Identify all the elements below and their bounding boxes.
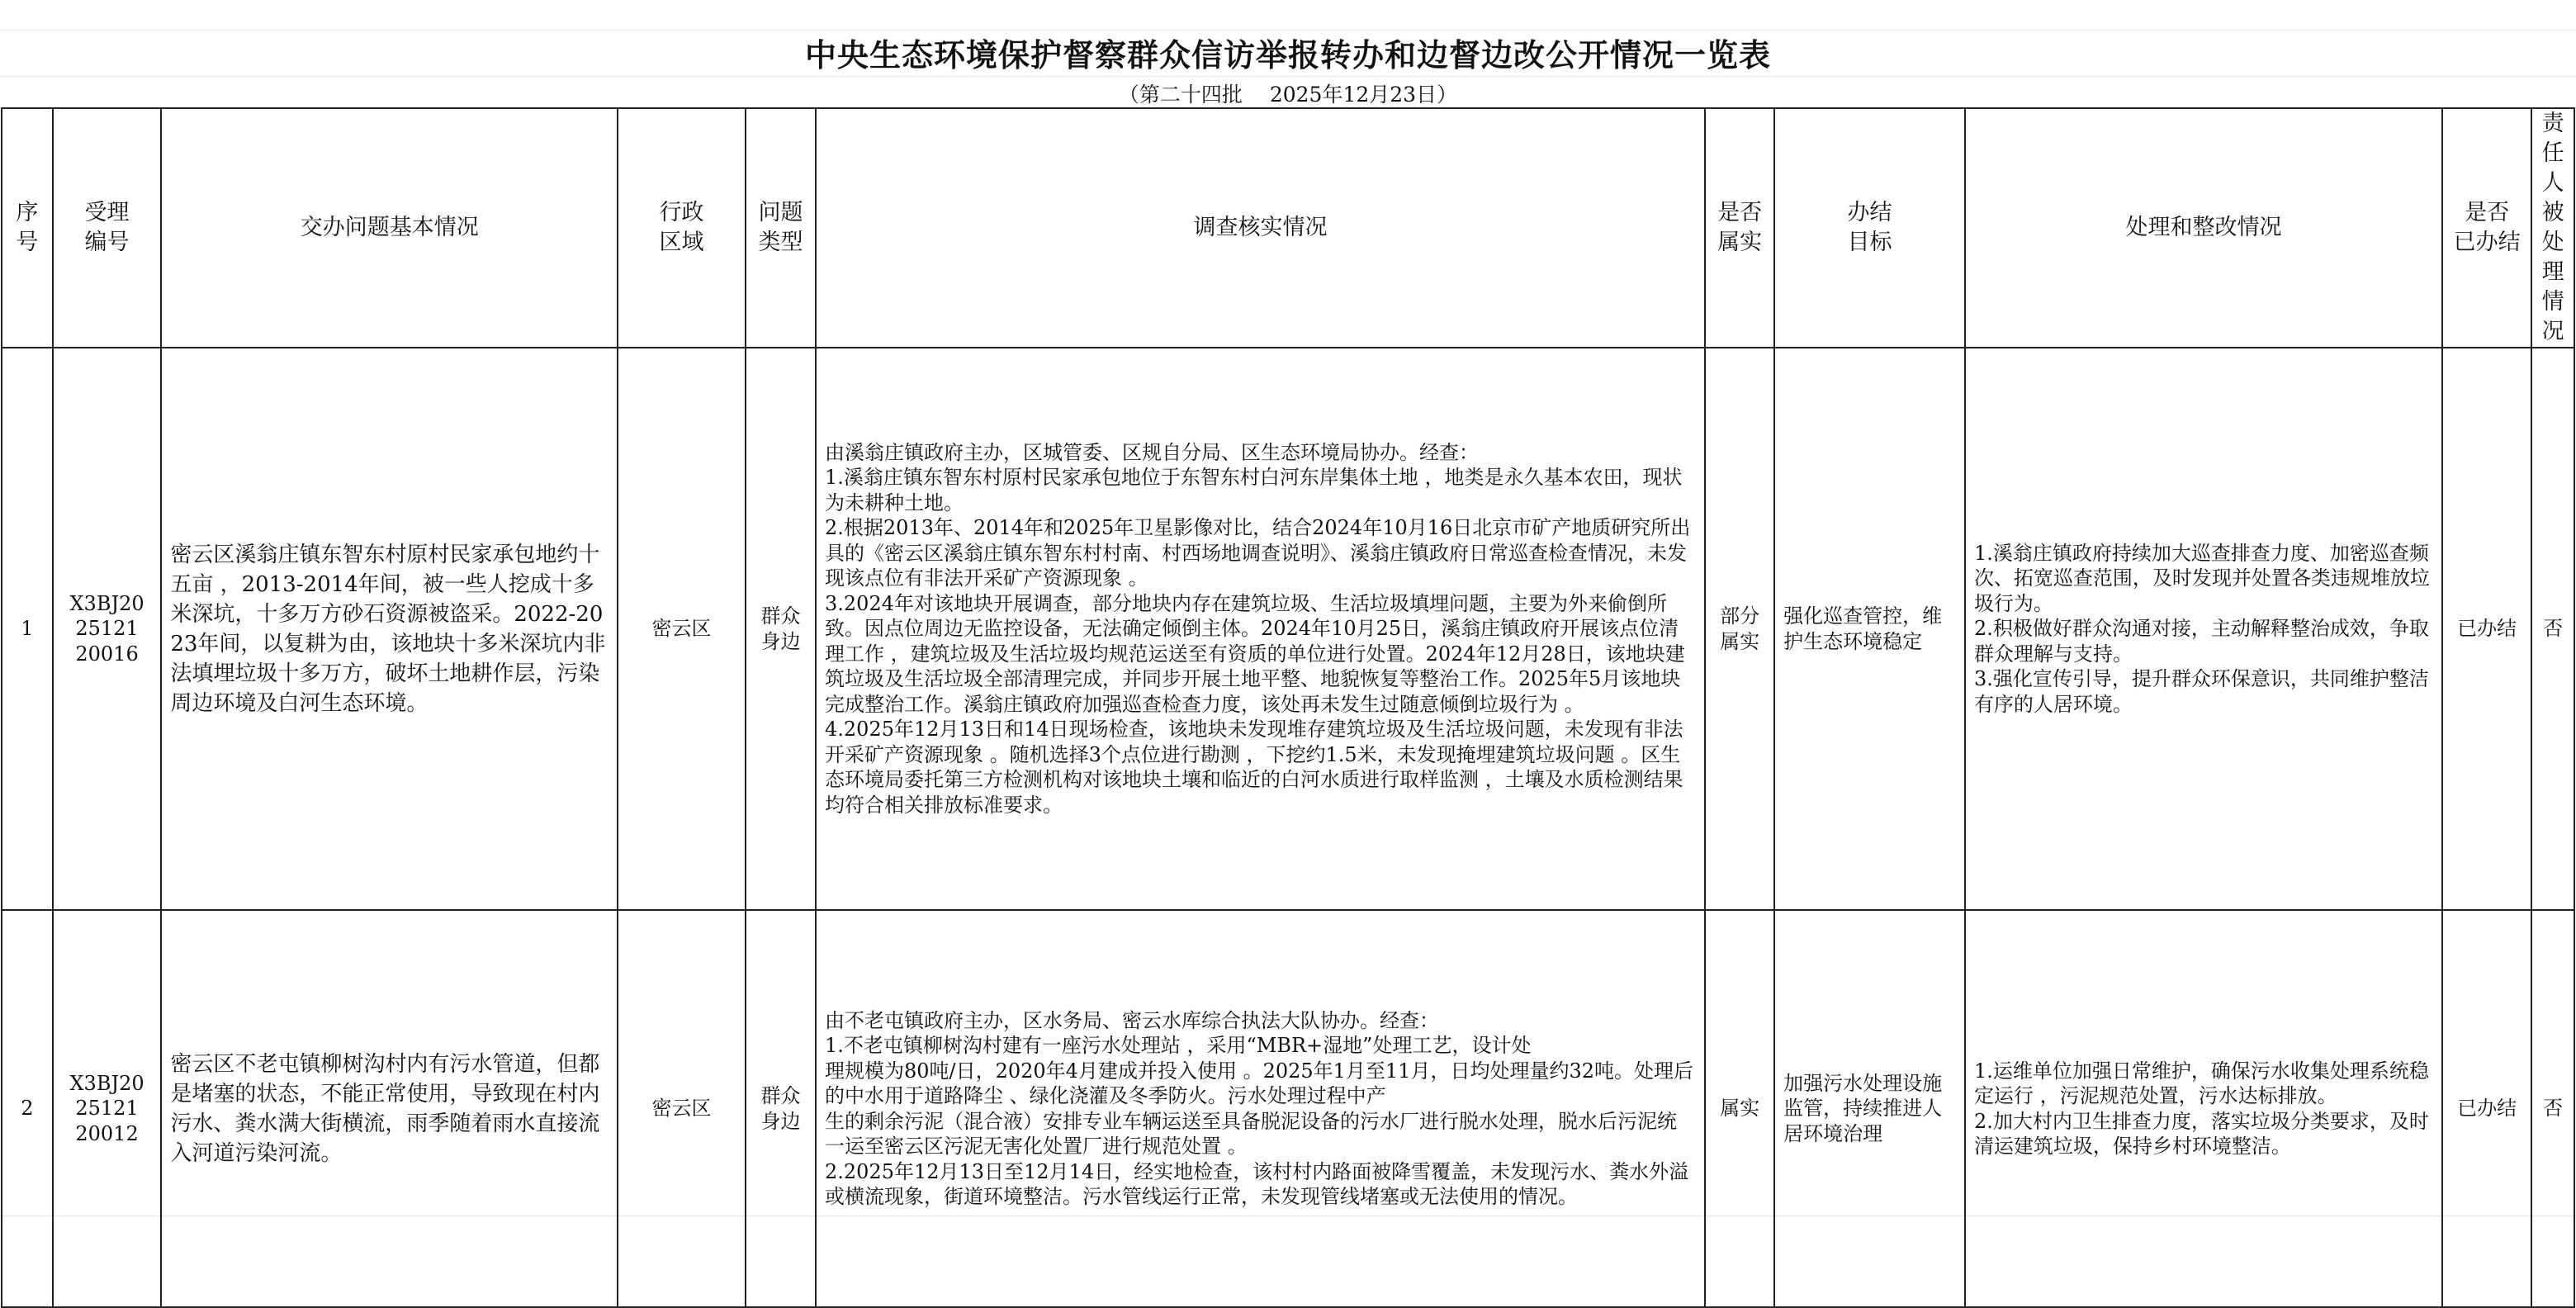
- table-header-row: [2, 108, 2574, 348]
- document-title: 中央生态环境保护督察群众信访举报转办和边督边改公开情况一览表: [804, 37, 1771, 73]
- cell-seq: 2: [2, 910, 53, 1307]
- cell-handling: 1.溪翁庄镇政府持续加大巡查排查力度、加密巡查频次、拓宽巡查范围，及时发现并处置各类违规堆放垃圾行为。 2.积极做好群众沟通对接，主动解释整治成效，争取群众理解与支持。 3.强化宣传引导，提升群众环保意识，共同维护整洁有序的人居环境。: [1965, 348, 2442, 910]
- table-row: [2, 910, 2574, 1307]
- header-accountability: 责任人 被处理 情况: [2531, 108, 2574, 348]
- cell-accountability: 否: [2531, 910, 2574, 1307]
- header-handling: 处理和整改情况: [1965, 108, 2442, 348]
- cell-closed: 已办结: [2442, 348, 2531, 910]
- cell-id: X3BJ20 25121 20012: [53, 910, 162, 1307]
- cell-issue: 密云区溪翁庄镇东智东村原村民家承包地约十五亩 ，2013-2014年间，被一些人挖成十多米深坑，十多万方砂石资源被盗采。2022-2023年间，以复耕为由，该地块十多米深坑内非法填埋垃圾十多万方，破坏土地耕作层，污染周边环境及白河生态环境。: [161, 348, 618, 910]
- table-row: [2, 348, 2574, 910]
- header-goal: 办结 目标: [1774, 108, 1965, 348]
- cell-goal: 强化巡查管控，维护生态环境稳定: [1774, 348, 1965, 910]
- disclosure-table: [1, 107, 2575, 1308]
- cell-id: X3BJ20 25121 20016: [53, 348, 162, 910]
- cell-type: 群众 身边: [746, 910, 816, 1307]
- cell-investigation: 由不老屯镇政府主办，区水务局、密云水库综合执法大队协办。经查： 1.不老屯镇柳树沟村建有一座污水处理站 ，采用“MBR+湿地”处理工艺，设计处 理规模为80吨/日，2020年4月建成并投入使用 。2025年1月至11月，日均处理量约32吨。处理后的中水用于道路降尘 、绿化浇灌及冬季防火。污水处理过程中产 生的剩余污泥（混合液）安排专业车辆运送至具备脱泥设备的污水厂进行脱水处理，脱水后污泥统一运至密云区污泥无害化处置厂进行规范处置 。 2.2025年12月13日至12月14日，经实地检查，该村村内路面被降雪覆盖，未发现污水、粪水外溢或横流现象，街道环境整洁。污水管线运行正常，未发现管线堵塞或无法使用的情况。: [816, 910, 1705, 1307]
- header-seq: 序 号: [2, 108, 53, 348]
- header-verified: 是否 属实: [1705, 108, 1774, 348]
- header-district: 行政 区域: [618, 108, 746, 348]
- cell-issue: 密云区不老屯镇柳树沟村内有污水管道，但都是堵塞的状态，不能正常使用，导致现在村内污水、粪水满大街横流，雨季随着雨水直接流入河道污染河流。: [161, 910, 618, 1307]
- header-type: 问题 类型: [746, 108, 816, 348]
- cell-verified: 属实: [1705, 910, 1774, 1307]
- cell-district: 密云区: [618, 910, 746, 1307]
- cell-goal: 加强污水处理设施监管，持续推进人居环境治理: [1774, 910, 1965, 1307]
- header-closed: 是否 已办结: [2442, 108, 2531, 348]
- header-issue: 交办问题基本情况: [161, 108, 618, 348]
- cell-closed: 已办结: [2442, 910, 2531, 1307]
- document-subtitle: （第二十四批 2025年12月23日）: [1118, 83, 1458, 107]
- header-investigation: 调查核实情况: [816, 108, 1705, 348]
- sheet-gridline: [0, 76, 2576, 77]
- cell-verified: 部分 属实: [1705, 348, 1774, 910]
- cell-accountability: 否: [2531, 348, 2574, 910]
- cell-type: 群众 身边: [746, 348, 816, 910]
- cell-seq: 1: [2, 348, 53, 910]
- cell-handling: 1.运维单位加强日常维护，确保污水收集处理系统稳定运行 ，污泥规范处置，污水达标排放。 2.加大村内卫生排查力度，落实垃圾分类要求，及时清运建筑垃圾，保持乡村环境整洁。: [1965, 910, 2442, 1307]
- cell-district: 密云区: [618, 348, 746, 910]
- header-id: 受理 编号: [53, 108, 162, 348]
- cell-investigation: 由溪翁庄镇政府主办，区城管委、区规自分局、区生态环境局协办。经查： 1.溪翁庄镇东智东村原村民家承包地位于东智东村白河东岸集体土地 ，地类是永久基本农田，现状为未耕种土地。 2.根据2013年、2014年和2025年卫星影像对比，结合2024年10月16日北京市矿产地质研究所出具的《密云区溪翁庄镇东智东村村南、村西场地调查说明》、溪翁庄镇政府日常巡查检查情况，未发现该点位有非法开采矿产资源现象 。 3.2024年对该地块开展调查，部分地块内存在建筑垃圾、生活垃圾填埋问题，主要为外来偷倒所致。因点位周边无监控设备，无法确定倾倒主体。2024年10月25日，溪翁庄镇政府开展该点位清理工作 ，建筑垃圾及生活垃圾均规范运送至有资质的单位进行处置。2024年12月28日，该地块建筑垃圾及生活垃圾全部清理完成，并同步开展土地平整、地貌恢复等整治工作。2025年5月该地块完成整治工作。溪翁庄镇政府加强巡查检查力度，该处再未发生过随意倾倒垃圾行为 。 4.2025年12月13日和14日现场检查，该地块未发现堆存建筑垃圾及生活垃圾问题，未发现有非法开采矿产资源现象 。随机选择3个点位进行勘测 ，下挖约1.5米，未发现掩埋建筑垃圾问题 。区生态环境局委托第三方检测机构对该地块土壤和临近的白河水质进行取样监测 ，土壤及水质检测结果均符合相关排放标准要求。: [816, 348, 1705, 910]
